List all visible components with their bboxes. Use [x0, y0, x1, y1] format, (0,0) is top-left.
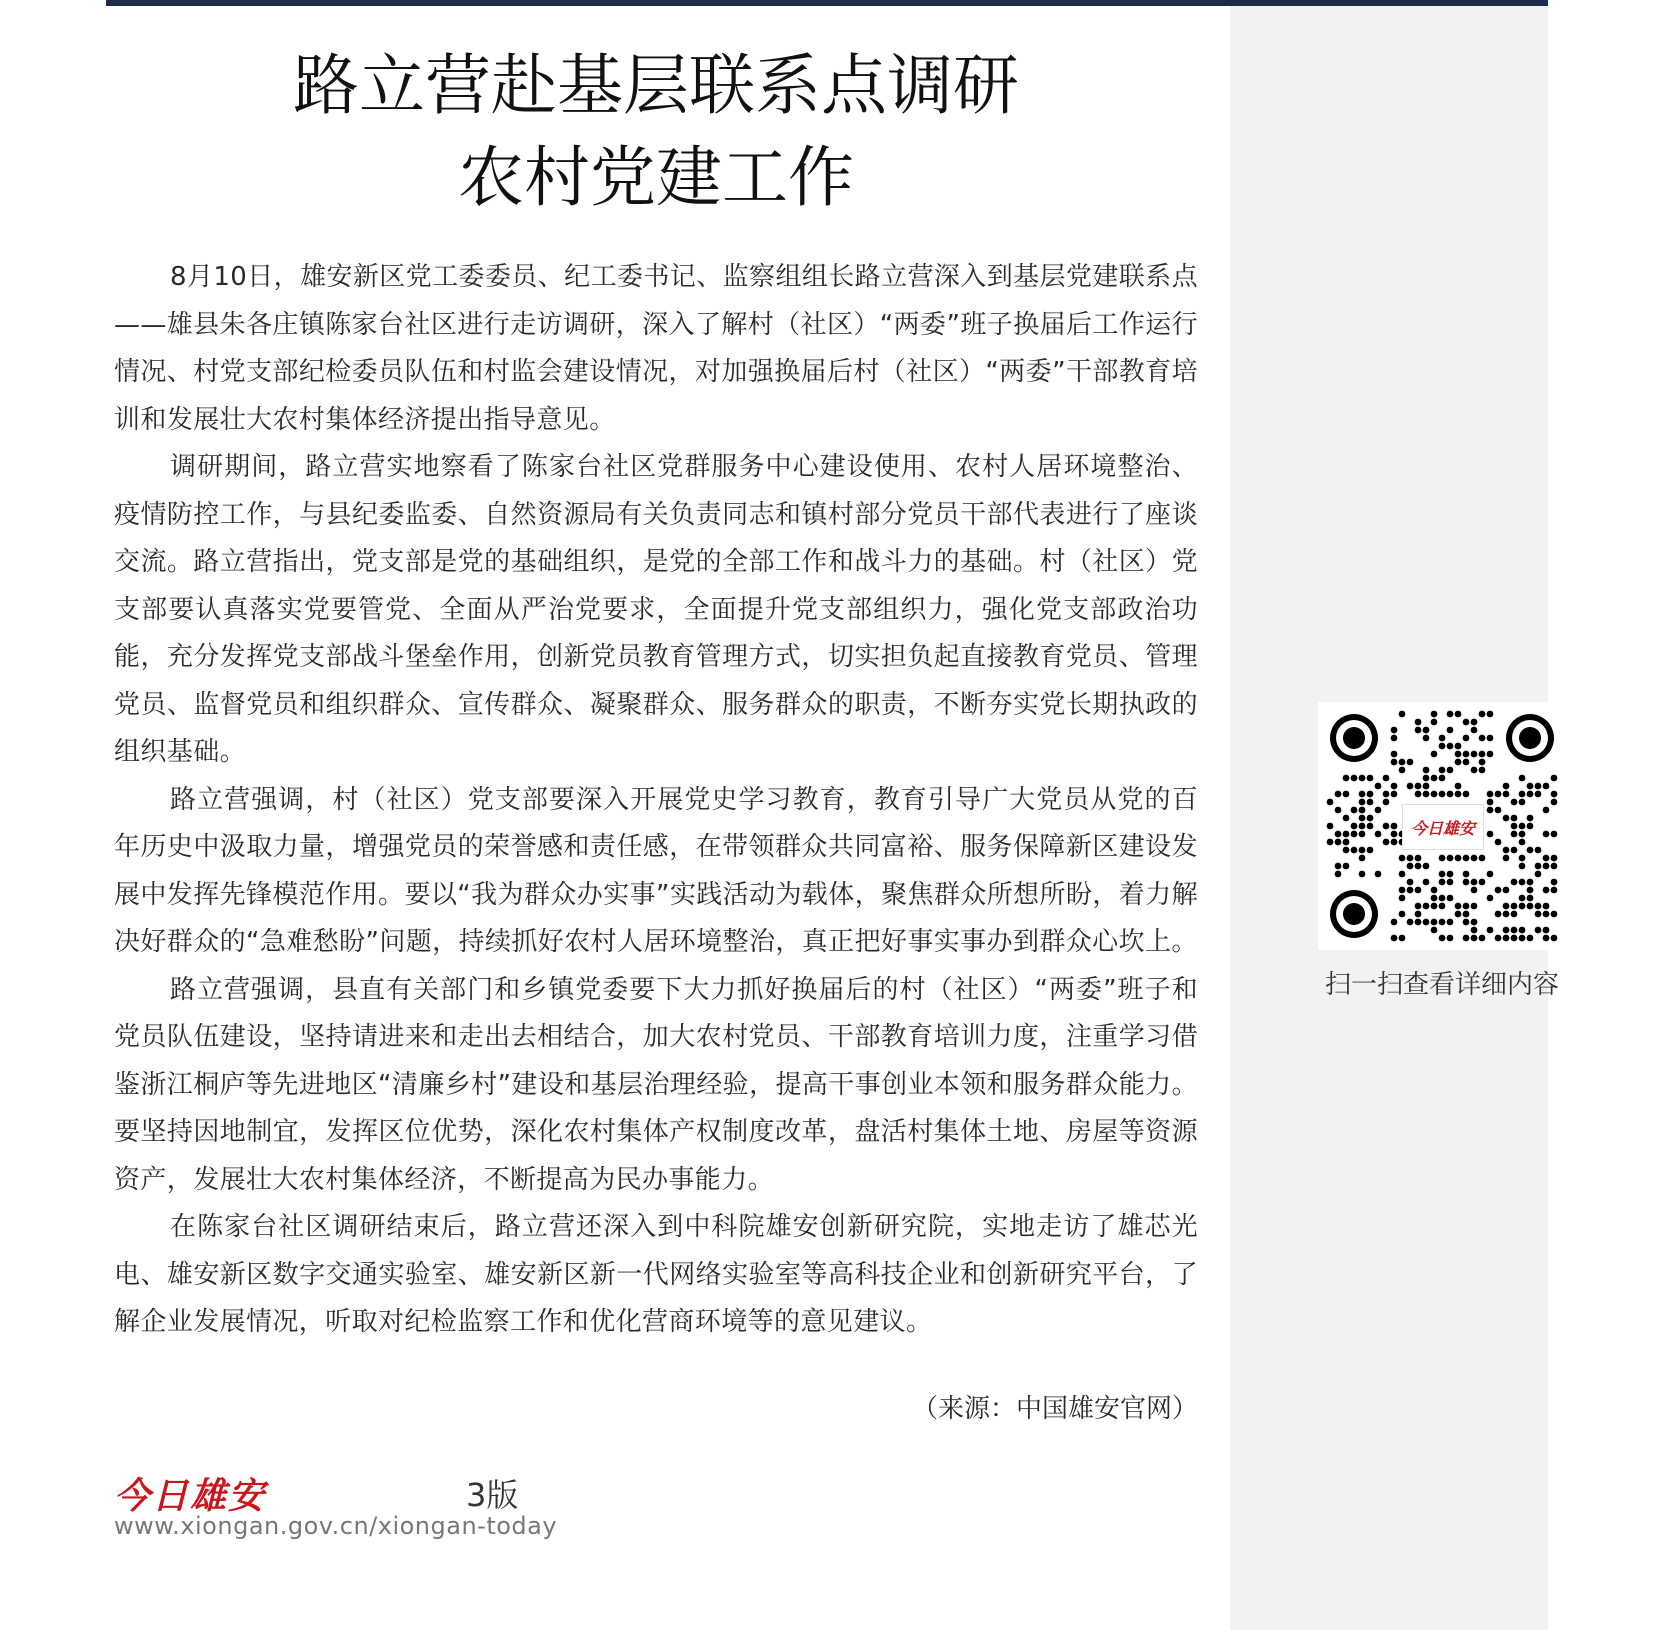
qr-module: [1463, 871, 1470, 878]
qr-module: [1439, 879, 1446, 886]
qr-module: [1495, 935, 1502, 942]
qr-module: [1375, 831, 1382, 838]
qr-module: [1431, 719, 1438, 726]
qr-module: [1519, 935, 1526, 942]
qr-module: [1471, 879, 1478, 886]
qr-module: [1431, 927, 1438, 934]
qr-module: [1447, 935, 1454, 942]
qr-module: [1439, 791, 1446, 798]
qr-module: [1471, 919, 1478, 926]
qr-module: [1487, 791, 1494, 798]
qr-module: [1463, 791, 1470, 798]
qr-module: [1487, 895, 1494, 902]
qr-module: [1431, 895, 1438, 902]
qr-module: [1399, 759, 1406, 766]
qr-module: [1415, 855, 1422, 862]
qr-module: [1527, 935, 1534, 942]
qr-module: [1519, 799, 1526, 806]
qr-module: [1463, 919, 1470, 926]
qr-module: [1439, 895, 1446, 902]
qr-module: [1543, 927, 1550, 934]
qr-module: [1455, 903, 1462, 910]
qr-module: [1423, 791, 1430, 798]
qr-module: [1519, 903, 1526, 910]
article-paragraph: 路立营强调，县直有关部门和乡镇党委要下大力抓好换届后的村（社区）“两委”班子和党员队伍建设，坚持请进来和走出去相结合，加大农村党员、干部教育培训力度，注重学习借鉴浙江桐庐等先进地区“清廉乡村”建设和基层治理经验，提高干事创业本领和服务群众能力。要坚持因地制宜，发挥区位优势，深化农村集体产权制度改革，盘活村集体土地、房屋等资源资产，发展壮大农村集体经济，不断提高为民办事能力。: [114, 974, 1198, 1195]
qr-module: [1415, 863, 1422, 870]
article-paragraph: 调研期间，路立营实地察看了陈家台社区党群服务中心建设使用、农村人居环境整治、疫情防控工作，与县纪委监委、自然资源局有关负责同志和镇村部分党员干部代表进行了座谈交流。路立营指出，党支部是党的基础组织，是党的全部工作和战斗力的基础。村（社区）党支部要认真落实党要管党、全面从严治党要求，全面提升党支部组织力，强化党支部政治功能，充分发挥党支部战斗堡垒作用，创新党员教育管理方式，切实担负起直接教育党员、管理党员、监督党员和组织群众、宣传群众、凝聚群众、服务群众的职责，不断夯实党长期执政的组织基础。: [114, 452, 1198, 767]
qr-module: [1415, 719, 1422, 726]
qr-module: [1503, 935, 1510, 942]
qr-module: [1535, 927, 1542, 934]
qr-module: [1351, 847, 1358, 854]
qr-module: [1511, 879, 1518, 886]
qr-module: [1495, 887, 1502, 894]
qr-module: [1439, 935, 1446, 942]
qr-module: [1463, 719, 1470, 726]
qr-module: [1503, 855, 1510, 862]
qr-module: [1439, 855, 1446, 862]
qr-module: [1487, 807, 1494, 814]
qr-finder-pattern: [1519, 727, 1541, 749]
qr-module: [1543, 911, 1550, 918]
qr-module: [1455, 855, 1462, 862]
qr-module: [1367, 775, 1374, 782]
qr-module: [1415, 791, 1422, 798]
qr-module: [1511, 823, 1518, 830]
qr-module: [1511, 903, 1518, 910]
qr-module: [1519, 927, 1526, 934]
qr-module: [1535, 911, 1542, 918]
qr-module: [1375, 871, 1382, 878]
qr-module: [1527, 895, 1534, 902]
qr-module: [1471, 903, 1478, 910]
qr-module: [1551, 791, 1558, 798]
qr-module: [1431, 887, 1438, 894]
footer-url-link[interactable]: www.xiongan.gov.cn/xiongan-today: [114, 1512, 558, 1540]
qr-module: [1447, 919, 1454, 926]
qr-module: [1343, 775, 1350, 782]
qr-module: [1375, 807, 1382, 814]
qr-module: [1391, 823, 1398, 830]
qr-module: [1487, 871, 1494, 878]
qr-module: [1383, 823, 1390, 830]
qr-module: [1455, 743, 1462, 750]
qr-module: [1383, 775, 1390, 782]
qr-module: [1455, 911, 1462, 918]
qr-module: [1479, 879, 1486, 886]
qr-module: [1415, 887, 1422, 894]
qr-module: [1471, 719, 1478, 726]
qr-module: [1495, 911, 1502, 918]
qr-module: [1351, 807, 1358, 814]
qr-module: [1543, 807, 1550, 814]
qr-module: [1471, 767, 1478, 774]
qr-module: [1551, 887, 1558, 894]
qr-module: [1463, 735, 1470, 742]
qr-module: [1551, 935, 1558, 942]
qr-module: [1431, 919, 1438, 926]
qr-module: [1471, 751, 1478, 758]
qr-module: [1343, 839, 1350, 846]
qr-module: [1399, 911, 1406, 918]
qr-module: [1543, 783, 1550, 790]
qr-module: [1463, 903, 1470, 910]
qr-module: [1447, 895, 1454, 902]
qr-module: [1527, 823, 1534, 830]
article-title-line-2: 农村党建工作: [458, 139, 854, 216]
qr-module: [1327, 823, 1334, 830]
qr-module: [1447, 791, 1454, 798]
qr-module: [1479, 735, 1486, 742]
qr-module: [1391, 751, 1398, 758]
qr-module: [1551, 831, 1558, 838]
qr-module: [1359, 807, 1366, 814]
qr-module: [1511, 927, 1518, 934]
qr-module: [1519, 879, 1526, 886]
qr-module: [1487, 927, 1494, 934]
qr-module: [1343, 831, 1350, 838]
qr-module: [1503, 887, 1510, 894]
qr-module: [1551, 879, 1558, 886]
qr-module: [1479, 855, 1486, 862]
qr-finder-pattern: [1343, 727, 1365, 749]
qr-module: [1359, 791, 1366, 798]
qr-module: [1407, 879, 1414, 886]
qr-module: [1551, 799, 1558, 806]
qr-module: [1455, 751, 1462, 758]
qr-module: [1551, 775, 1558, 782]
qr-module: [1407, 919, 1414, 926]
qr-module: [1399, 895, 1406, 902]
qr-module: [1511, 831, 1518, 838]
qr-module: [1335, 871, 1342, 878]
qr-module: [1519, 831, 1526, 838]
qr-module: [1519, 839, 1526, 846]
qr-module: [1519, 791, 1526, 798]
qr-module: [1535, 871, 1542, 878]
qr-module: [1391, 791, 1398, 798]
qr-module: [1479, 711, 1486, 718]
qr-module: [1463, 935, 1470, 942]
qr-module: [1503, 903, 1510, 910]
brand-logo: 今日雄安: [114, 1475, 267, 1517]
qr-module: [1367, 823, 1374, 830]
qr-module: [1423, 735, 1430, 742]
qr-module: [1423, 879, 1430, 886]
article-title-line-1: 路立营赴基层联系点调研: [293, 47, 1019, 124]
qr-module: [1519, 823, 1526, 830]
article-paragraph: 在陈家台社区调研结束后，路立营还深入到中科院雄安创新研究院，实地走访了雄芯光电、雄安新区数字交通实验室、雄安新区新一代网络实验室等高科技企业和创新研究平台，了解企业发展情况，听取对纪检监察工作和优化营商环境等的意见建议。: [114, 1212, 1198, 1337]
qr-module: [1359, 855, 1366, 862]
qr-module: [1439, 767, 1446, 774]
qr-module: [1527, 783, 1534, 790]
qr-module: [1351, 775, 1358, 782]
qr-module: [1415, 783, 1422, 790]
qr-module: [1439, 735, 1446, 742]
qr-module: [1431, 903, 1438, 910]
qr-module: [1335, 831, 1342, 838]
qr-module: [1519, 775, 1526, 782]
qr-module: [1383, 839, 1390, 846]
qr-module: [1543, 863, 1550, 870]
qr-module: [1335, 791, 1342, 798]
qr-module: [1367, 791, 1374, 798]
qr-module: [1391, 839, 1398, 846]
qr-module: [1455, 783, 1462, 790]
qr-module: [1479, 935, 1486, 942]
qr-module: [1471, 727, 1478, 734]
qr-module: [1439, 743, 1446, 750]
qr-module: [1423, 919, 1430, 926]
qr-module: [1447, 711, 1454, 718]
qr-module: [1487, 751, 1494, 758]
qr-module: [1511, 799, 1518, 806]
qr-module: [1407, 759, 1414, 766]
qr-module: [1407, 855, 1414, 862]
qr-module: [1439, 903, 1446, 910]
qr-center-logo: 今日雄安: [1402, 804, 1484, 850]
qr-module: [1327, 839, 1334, 846]
qr-module: [1471, 935, 1478, 942]
qr-module: [1511, 911, 1518, 918]
qr-module: [1415, 903, 1422, 910]
qr-module: [1535, 783, 1542, 790]
qr-module: [1399, 887, 1406, 894]
qr-module: [1535, 863, 1542, 870]
qr-module: [1391, 831, 1398, 838]
qr-module: [1335, 863, 1342, 870]
qr-module: [1551, 855, 1558, 862]
qr-module: [1519, 855, 1526, 862]
qr-module: [1487, 799, 1494, 806]
qr-module: [1343, 791, 1350, 798]
qr-module: [1503, 791, 1510, 798]
qr-module: [1551, 863, 1558, 870]
qr-module: [1423, 775, 1430, 782]
qr-module: [1503, 815, 1510, 822]
qr-module: [1495, 791, 1502, 798]
qr-module: [1415, 919, 1422, 926]
qr-module: [1535, 791, 1542, 798]
qr-module: [1527, 791, 1534, 798]
qr-module: [1367, 847, 1374, 854]
qr-module: [1479, 767, 1486, 774]
qr-module: [1399, 871, 1406, 878]
qr-module: [1415, 911, 1422, 918]
qr-module: [1367, 815, 1374, 822]
qr-module: [1359, 799, 1366, 806]
qr-module: [1439, 871, 1446, 878]
qr-module: [1375, 783, 1382, 790]
qr-module: [1423, 727, 1430, 734]
qr-module: [1327, 799, 1334, 806]
qr-module: [1447, 767, 1454, 774]
qr-finder-pattern: [1343, 903, 1365, 925]
qr-module: [1335, 807, 1342, 814]
qr-module: [1527, 879, 1534, 886]
qr-module: [1479, 751, 1486, 758]
qr-module: [1447, 727, 1454, 734]
qr-module: [1511, 847, 1518, 854]
qr-module: [1423, 903, 1430, 910]
qr-module: [1391, 727, 1398, 734]
qr-module: [1431, 775, 1438, 782]
qr-module: [1343, 815, 1350, 822]
article-source: （来源：中国雄安官网）: [911, 1394, 1198, 1424]
qr-module: [1399, 935, 1406, 942]
qr-module: [1391, 735, 1398, 742]
qr-module: [1391, 935, 1398, 942]
qr-module: [1527, 903, 1534, 910]
qr-module: [1463, 855, 1470, 862]
qr-module: [1407, 887, 1414, 894]
qr-module: [1543, 935, 1550, 942]
qr-module: [1503, 911, 1510, 918]
qr-module: [1471, 855, 1478, 862]
qr-module: [1503, 927, 1510, 934]
qr-module: [1495, 807, 1502, 814]
qr-module: [1471, 927, 1478, 934]
article-body: [114, 254, 1198, 1347]
qr-module: [1359, 847, 1366, 854]
qr-module: [1551, 911, 1558, 918]
qr-module: [1359, 831, 1366, 838]
qr-module: [1479, 759, 1486, 766]
qr-module: [1455, 711, 1462, 718]
qr-module: [1527, 887, 1534, 894]
qr-module: [1511, 815, 1518, 822]
qr-module: [1367, 799, 1374, 806]
qr-module: [1503, 847, 1510, 854]
qr-module: [1487, 711, 1494, 718]
qr-module: [1471, 887, 1478, 894]
qr-module: [1415, 727, 1422, 734]
qr-module: [1527, 815, 1534, 822]
qr-module: [1439, 919, 1446, 926]
qr-module: [1455, 791, 1462, 798]
qr-module: [1527, 847, 1534, 854]
qr-caption: 扫一扫查看详细内容: [1324, 970, 1559, 1000]
qr-module: [1535, 847, 1542, 854]
qr-module: [1487, 831, 1494, 838]
qr-module: [1543, 831, 1550, 838]
qr-code[interactable]: [1318, 702, 1566, 950]
qr-module: [1407, 783, 1414, 790]
qr-module: [1503, 783, 1510, 790]
qr-module: [1359, 775, 1366, 782]
qr-module: [1455, 759, 1462, 766]
qr-module: [1391, 919, 1398, 926]
qr-module: [1495, 839, 1502, 846]
qr-module: [1447, 743, 1454, 750]
article-title: [106, 40, 1206, 224]
qr-module: [1519, 895, 1526, 902]
qr-module: [1335, 839, 1342, 846]
qr-module: [1391, 759, 1398, 766]
qr-module: [1431, 791, 1438, 798]
qr-module: [1423, 767, 1430, 774]
article-paragraph: 8月10日，雄安新区党工委委员、纪工委书记、监察组组长路立营深入到基层党建联系点——雄县朱各庄镇陈家台社区进行走访调研，深入了解村（社区）“两委”班子换届后工作运行情况、村党支部纪检委员队伍和村监会建设情况，对加强换届后村（社区）“两委”干部教育培训和发展壮大农村集体经济提出指导意见。: [114, 262, 1198, 435]
qr-module: [1463, 759, 1470, 766]
qr-module: [1463, 751, 1470, 758]
article-paragraph: 路立营强调，村（社区）党支部要深入开展党史学习教育，教育引导广大党员从党的百年历史中汲取力量，增强党员的荣誉感和责任感，在带领群众共同富裕、服务保障新区建设发展中发挥先锋模范作用。要以“我为群众办实事”实践活动为载体，聚焦群众所想所盼，着力解决好群众的“急难愁盼”问题，持续抓好农村人居环境整治，真正把好事实事办到群众心坎上。: [114, 784, 1198, 957]
qr-module: [1431, 711, 1438, 718]
qr-module: [1351, 823, 1358, 830]
qr-module: [1359, 815, 1366, 822]
qr-module: [1383, 791, 1390, 798]
qr-module: [1511, 935, 1518, 942]
qr-module: [1439, 775, 1446, 782]
qr-module: [1399, 855, 1406, 862]
qr-module: [1343, 863, 1350, 870]
qr-module: [1343, 847, 1350, 854]
qr-module: [1359, 871, 1366, 878]
qr-module: [1359, 823, 1366, 830]
qr-module: [1543, 855, 1550, 862]
qr-module: [1487, 735, 1494, 742]
qr-module: [1407, 863, 1414, 870]
qr-module: [1383, 799, 1390, 806]
qr-module: [1463, 879, 1470, 886]
qr-module: [1519, 863, 1526, 870]
qr-module: [1447, 879, 1454, 886]
qr-module: [1463, 911, 1470, 918]
qr-module: [1399, 767, 1406, 774]
qr-module: [1399, 711, 1406, 718]
qr-module: [1351, 831, 1358, 838]
qr-module: [1535, 903, 1542, 910]
qr-module: [1391, 783, 1398, 790]
qr-module: [1447, 855, 1454, 862]
qr-module: [1447, 871, 1454, 878]
qr-module: [1431, 751, 1438, 758]
qr-module: [1543, 903, 1550, 910]
qr-module: [1423, 783, 1430, 790]
qr-module: [1423, 863, 1430, 870]
page-number: 3版: [466, 1476, 519, 1514]
qr-module: [1543, 887, 1550, 894]
